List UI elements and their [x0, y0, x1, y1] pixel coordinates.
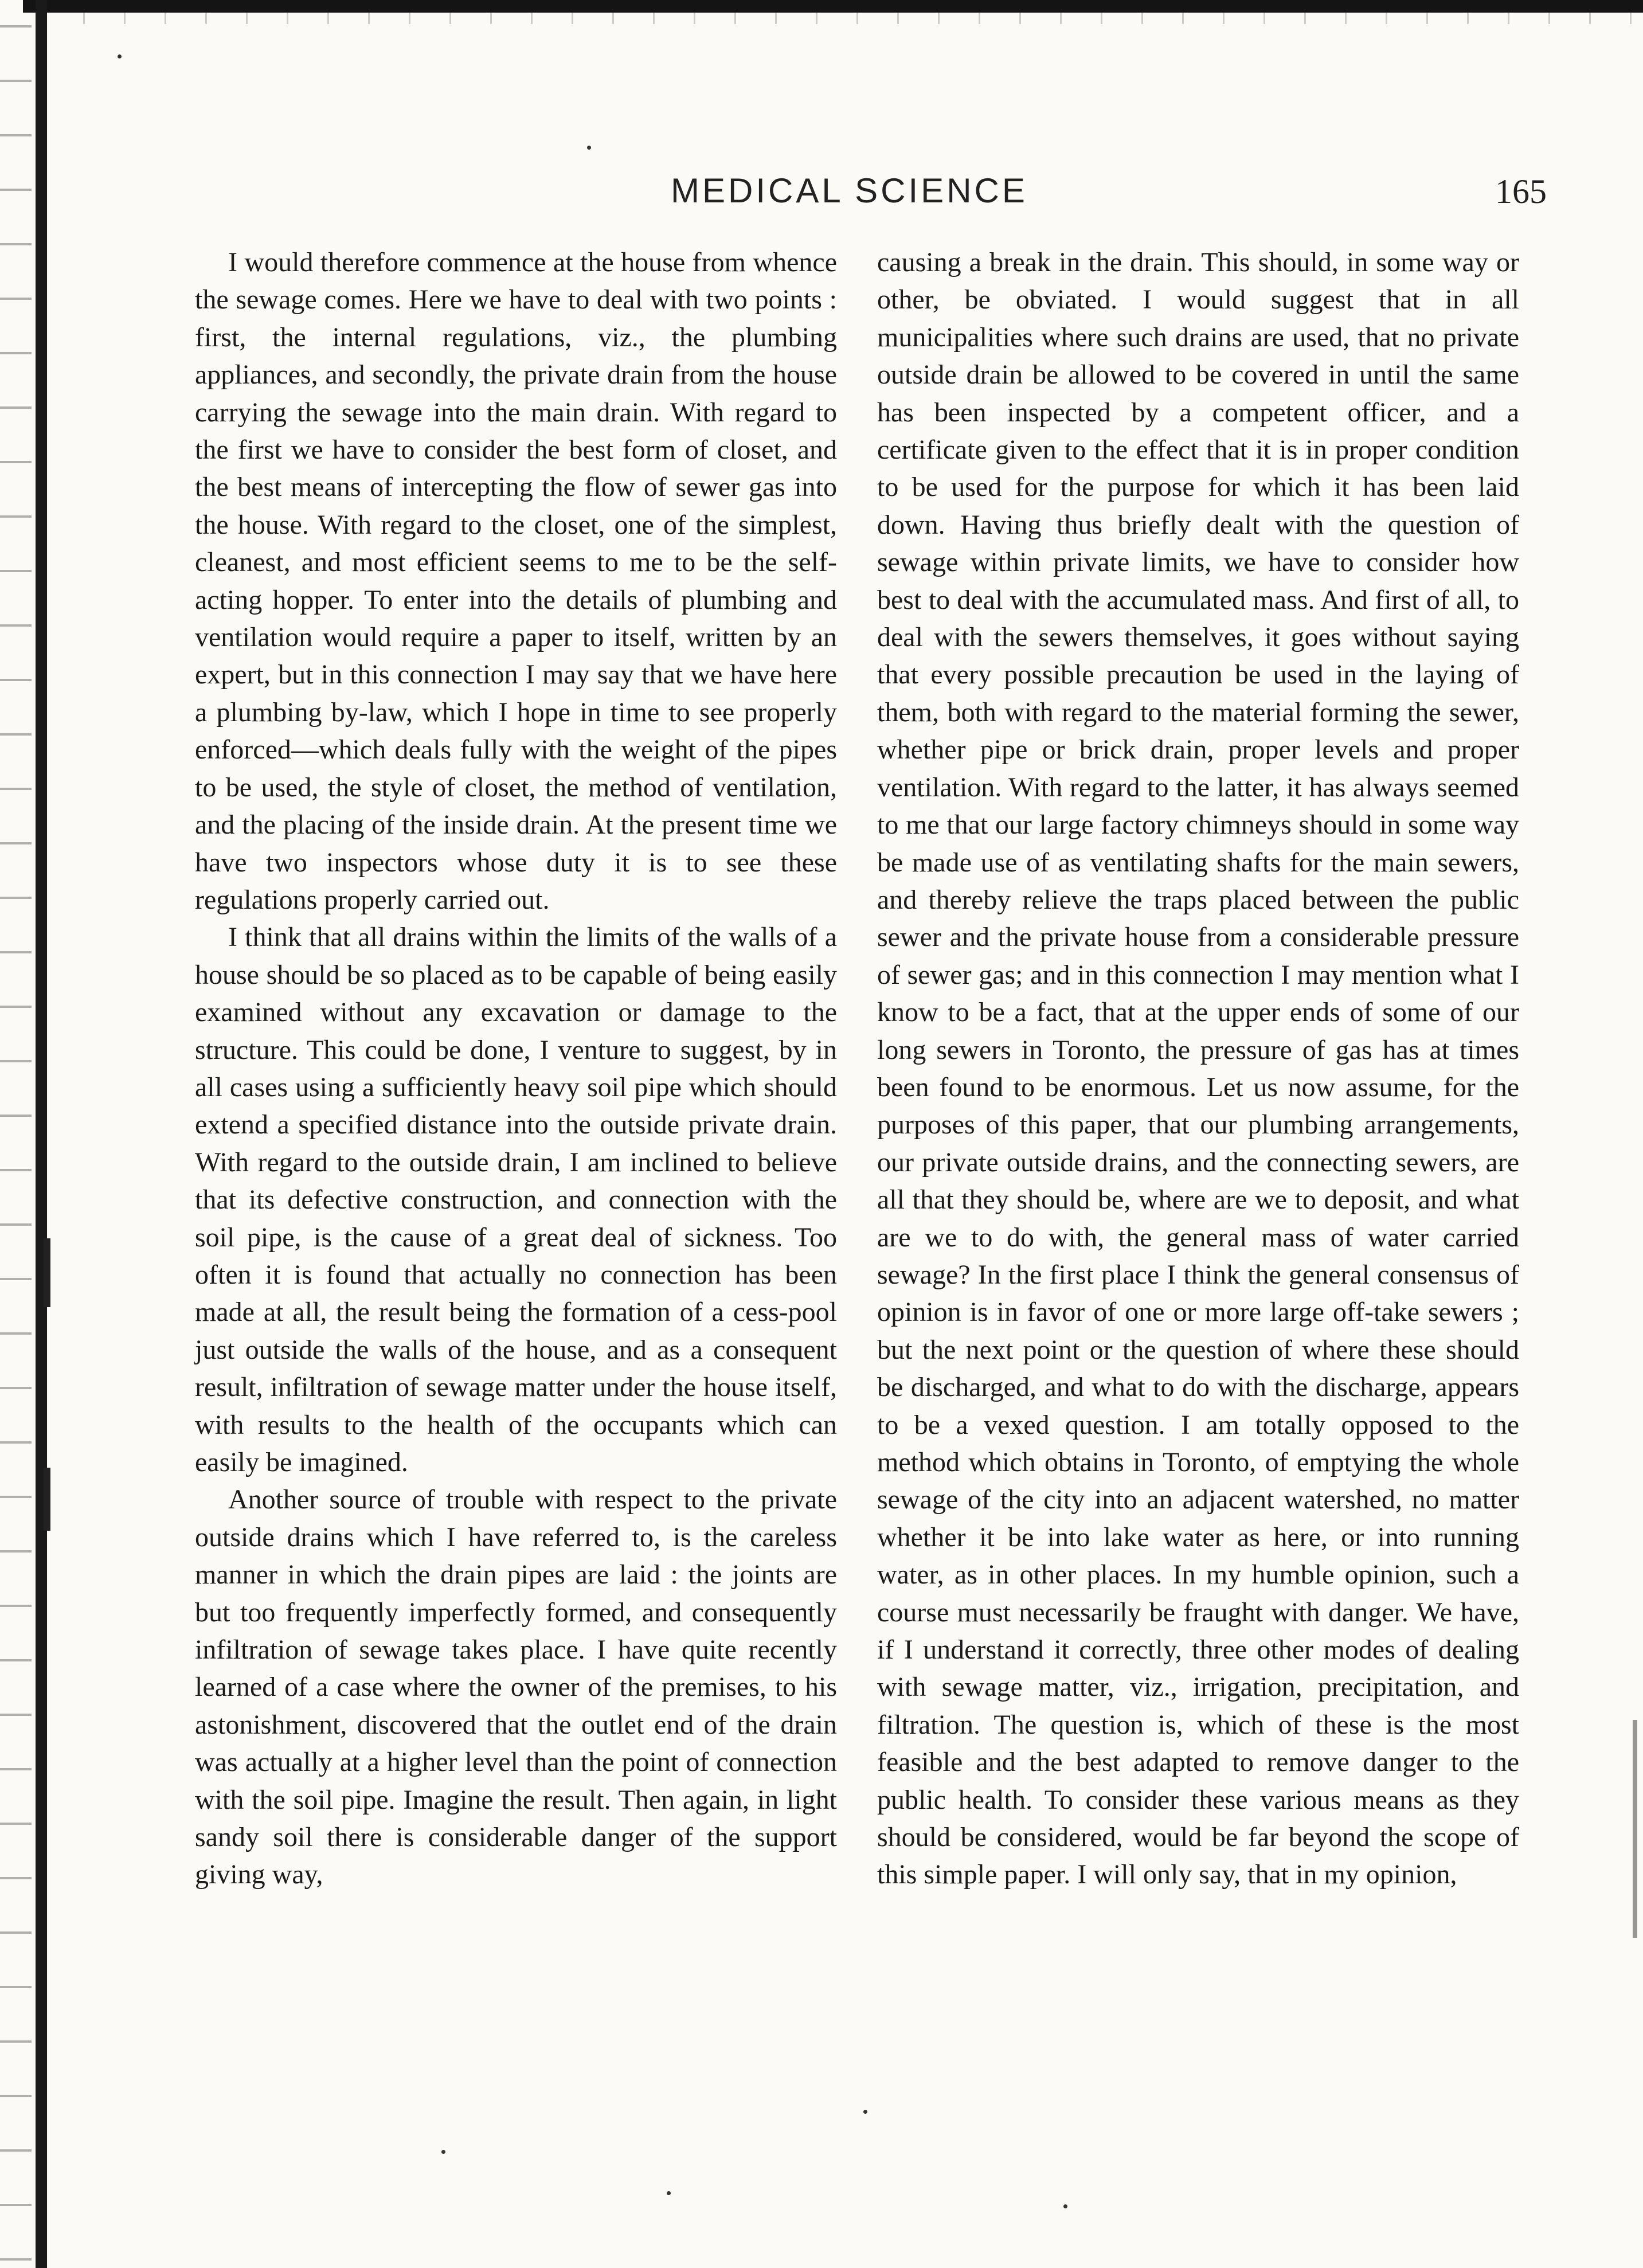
scan-speck [118, 54, 122, 58]
top-border-rule [23, 0, 1643, 13]
scan-speck [441, 2150, 445, 2154]
page-header [0, 171, 1643, 217]
left-scan-speckle [0, 0, 32, 2268]
scan-speck [667, 2191, 671, 2195]
scan-speck [1063, 2204, 1067, 2208]
top-scan-speckle [23, 13, 1643, 24]
paragraph: Another source of trouble with respect to the private outside drains which I have referred to, is the careless manner in which the drain pipes are laid : the joints are but too frequently imperfectly formed, and consequently infiltration of sewage takes place. I have quite recently learned of a case where the owner of the premises, to his astonishment, discovered that the outlet end of the drain was actually at a higher level than the point of connection with the soil pipe. Imagine the result. Then again, in light sandy soil there is considerable danger of the support giving way, [195, 1484, 837, 1890]
left-binding-rule [36, 0, 47, 2268]
page-number: 165 [1495, 173, 1547, 210]
right-edge-shadow [1633, 1720, 1637, 1938]
running-head: MEDICAL SCIENCE [671, 171, 1028, 210]
binding-mark [44, 1468, 50, 1531]
right-column [877, 244, 1519, 1894]
paragraph: I would therefore commence at the house from whence the sewage comes. Here we have to deal with two points : first, the internal regulations, viz., the plumbing appliances, and secondly, the private drain from the house carrying the sewage into the main drain. With regard to the first we have to consider the best form of closet, and the best means of intercepting the flow of sewer gas into the house. With regard to the closet, one of the simplest, cleanest, and most efficient seems to me to be the self-acting hopper. To enter into the details of plumbing and ventilation would require a paper to itself, written by an expert, but in this connection I may say that we have here a plumbing by-law, which I hope in time to see properly enforced—which deals fully with the weight of the pipes to be used, the style of closet, the method of ventilation, and the placing of the inside drain. At the present time we have two inspectors whose duty it is to see these regulations properly carried out. [195, 247, 837, 915]
paragraph: I think that all drains within the limits of the walls of a house should be so placed as to be capable of being easily examined without any excavation or damage to the structure. This could be done, I venture to suggest, by in all cases using a sufficiently heavy soil pipe which should extend a specified distance into the outside private drain. With regard to the outside drain, I am inclined to believe that its defective construction, and connection with the soil pipe, is the cause of a great deal of sickness. Too often it is found that actually no connection has been made at all, the result being the formation of a cess-pool just outside the walls of the house, and as a consequent result, infiltration of sewage matter under the house itself, with results to the health of the occupants which can easily be imagined. [195, 922, 837, 1477]
scan-speck [863, 2110, 867, 2114]
paragraph: causing a break in the drain. This should, in some way or other, be obviated. I would suggest that in all municipalities where such drains are used, that no private outside drain be allowed to be covered in until the same has been inspected by a competent officer, and a certificate given to the effect that it is in proper condition to be used for the purpose for which it has been laid down. Having thus briefly dealt with the question of sewage within private limits, we have to consider how best to deal with the accumulated mass. And first of all, to deal with the sewers themselves, it goes without saying that every possible precaution be used in the laying of them, both with regard to the material forming the sewer, whether pipe or brick drain, proper levels and proper ventilation. With regard to the latter, it has always seemed to me that our large factory chimneys should in some way be made use of as ventilating shafts for the main sewers, and thereby relieve the traps placed between the public sewer and the private house from a considerable pressure of sewer gas; and in this connection I may mention what I know to be a fact, that at the upper ends of some of our long sewers in Toronto, the pressure of gas has at times been found to be enormous. Let us now assume, for the purposes of this paper, that our plumbing arrangements, our private outside drains, and the connecting sewers, are all that they should be, where are we to deposit, and what are we to do with, the general mass of water carried sewage? In the first place I think the general consensus of opinion is in favor of one or more large off-take sewers ; but the next point or the question of where these should be discharged, and what to do with the discharge, appears to be a vexed question. I am totally opposed to the method which obtains in Toronto, of emptying the whole sewage of the city into an adjacent watershed, no matter whether it be into lake water as here, or into running water, as in other places. In my humble opinion, such a course must necessarily be fraught with danger. We have, if I understand it correctly, three other modes of dealing with sewage matter, viz., irrigation, precipitation, and filtration. The question is, which of these is the most feasible and the best adapted to remove danger to the public health. To consider these various means as they should be considered, would be far beyond the scope of this simple paper. I will only say, that in my opinion, [877, 247, 1519, 1890]
left-column [195, 244, 837, 1894]
scan-speck [587, 146, 591, 150]
binding-mark [44, 1238, 50, 1307]
